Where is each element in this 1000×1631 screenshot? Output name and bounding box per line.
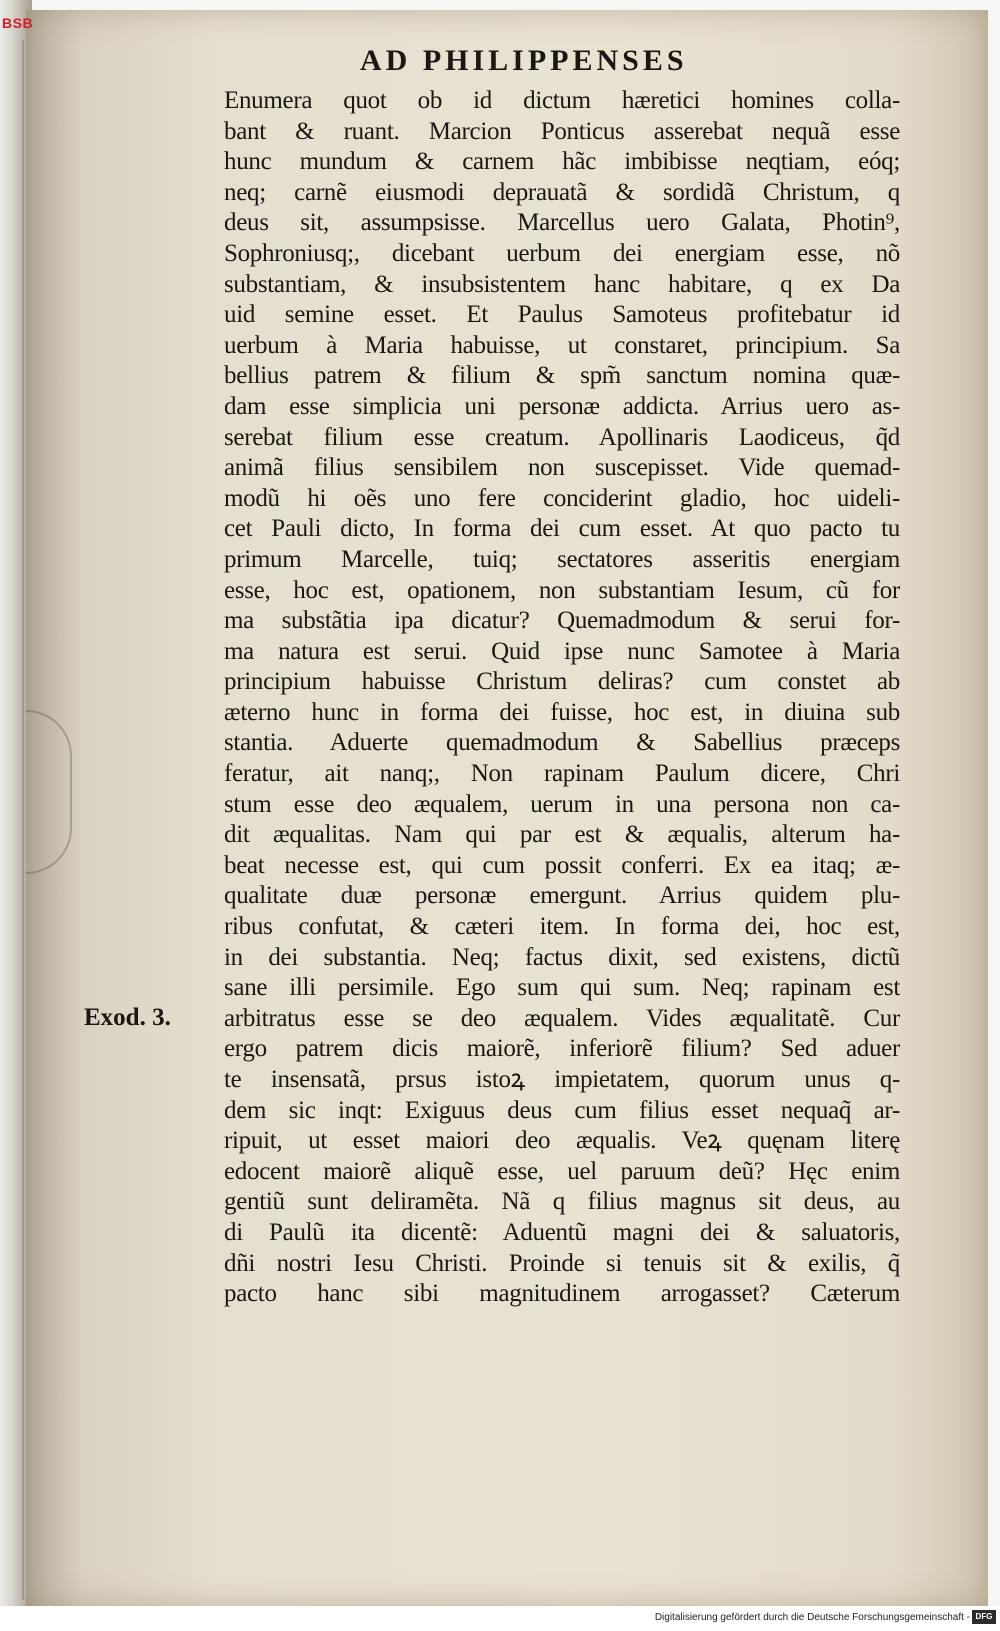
text-line: pacto hanc sibi magnitudinem arrogasset? Cæterum (224, 1280, 900, 1308)
text-line: in dei substantia. Neq; factus dixit, sed existens, dictũ (224, 943, 900, 971)
text-line: stum esse deo æqualem, uerum in una persona non ca- (224, 790, 900, 818)
text-line: sane illi persimile. Ego sum qui sum. Neq; rapinam est (224, 974, 900, 1002)
library-stamp: BSB (2, 15, 34, 31)
text-line: cet Pauli dicto, In forma dei cum esset. At quo pacto tu (224, 515, 900, 543)
marginal-note: Exod. 3. (84, 1004, 171, 1031)
text-line: ribus confutat, & cæteri item. In forma dei, hoc est, (224, 913, 900, 941)
text-line: esse, hoc est, opationem, non substantiam Iesum, cũ for (224, 576, 900, 604)
text-line: stantia. Aduerte quemadmodum & Sabellius præceps (224, 729, 900, 757)
text-line: bellius patrem & filium & spm̃ sanctum nomina quæ- (224, 362, 900, 390)
digitization-credit: Digitalisierung gefördert durch die Deutsche Forschungsgemeinschaft - (654, 1612, 970, 1623)
text-line: ripuit, ut esset maiori deo æqualis. Veꝝ quęnam literę (224, 1127, 900, 1155)
text-line: dñi nostri Iesu Christi. Proinde si tenuis sit & exilis, q̃ (224, 1249, 900, 1277)
text-line: uid semine esset. Et Paulus Samoteus profitebatur id (224, 301, 900, 329)
text-line: te insensatã, prsus istoꝝ impietatem, quorum unus q- (224, 1066, 900, 1093)
text-line: feratur, ait nanq;, Non rapinam Paulum dicere, Chri (224, 760, 900, 788)
text-block (224, 86, 900, 1310)
dfg-logo: DFG (972, 1610, 996, 1624)
text-line: Sophroniusq;, dicebant uerbum dei energiam esse, nõ (224, 239, 900, 267)
book-edge-line (22, 40, 24, 1600)
text-line: æterno hunc in forma dei fuisse, hoc est, in diuina sub (224, 698, 900, 726)
text-line: dam esse simplicia uni personæ addicta. Arrius uero as- (224, 392, 900, 420)
text-line: serebat filium esse creatum. Apollinaris Laodiceus, q̃d (224, 423, 900, 451)
page-fold (26, 710, 72, 874)
text-line: ma substãtia ipa dicatur? Quemadmodum & serui for- (224, 607, 900, 635)
text-line: hunc mundum & carnem hãc imbibisse neqtiam, eóq; (224, 148, 900, 176)
text-line: principium habuisse Christum deliras? cum constet ab (224, 668, 900, 696)
text-line: primum Marcelle, tuiq; sectatores asseritis energiam (224, 545, 900, 573)
text-line: substantiam, & insubsistentem hanc habitare, q ex Da (224, 270, 900, 298)
text-line: modũ hi oẽs uno fere conciderint gladio, hoc uideli- (224, 484, 900, 512)
text-line: ergo patrem dicis maiorẽ, inferiorẽ filium? Sed aduer (224, 1035, 900, 1063)
text-line: bant & ruant. Marcion Ponticus asserebat nequã esse (224, 117, 900, 145)
text-line: gentiũ sunt deliramẽta. Nã q filius magnus sit deus, au (224, 1188, 900, 1216)
text-line: beat necesse est, qui cum possit conferri. Ex ea itaq; æ- (224, 851, 900, 879)
text-line: Enumera quot ob id dictum hæretici homines colla- (224, 87, 900, 114)
text-line: animã filius sensibilem non suscepisset. Vide quemad- (224, 454, 900, 482)
text-line: uerbum à Maria habuisse, ut constaret, principium. Sa (224, 331, 900, 359)
text-line: deus sit, assumpsisse. Marcellus uero Galata, Photin⁹, (224, 209, 900, 237)
text-line: qualitate duæ personæ emergunt. Arrius quidem plu- (224, 882, 900, 910)
text-line: dit æqualitas. Nam qui par est & æqualis, alterum ha- (224, 821, 900, 849)
running-head: AD PHILIPPENSES (360, 44, 688, 77)
text-line: edocent maiorẽ aliquẽ esse, uel paruum deũ? Hęc enim (224, 1157, 900, 1185)
text-line: neq; carnẽ eiusmodi deprauatã & sordidã Christum, q (224, 178, 900, 206)
text-line: dem sic inqt: Exiguus deus cum filius esset nequaq̃ ar- (224, 1096, 900, 1124)
text-line: arbitratus esse se deo æqualem. Vides æqualitatẽ. Cur (224, 1004, 900, 1032)
text-line: di Paulũ ita dicentẽ: Aduentũ magni dei & saluatoris, (224, 1218, 900, 1246)
text-line: ma natura est serui. Quid ipse nunc Samotee à Maria (224, 637, 900, 665)
